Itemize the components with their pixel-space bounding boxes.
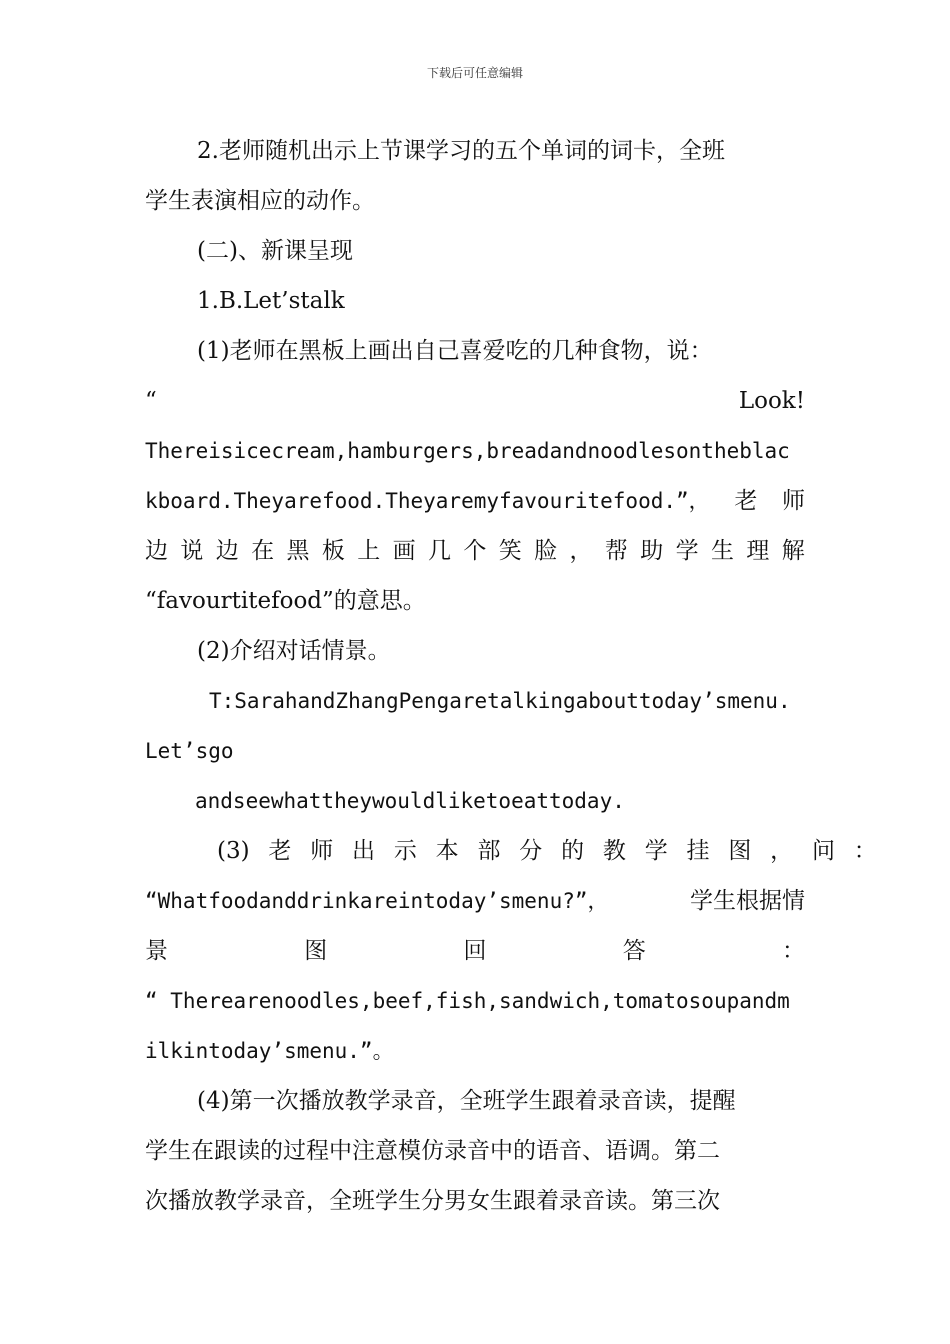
text-char: 黑 xyxy=(286,538,310,564)
paragraph-line xyxy=(145,486,805,536)
text-char: 景 xyxy=(145,938,168,964)
text-char: ： xyxy=(853,838,877,864)
paragraph-line: (1)老师在黑板上画出自己喜爱吃的几种食物，说： xyxy=(197,338,713,364)
page-header-note: 下载后可任意编辑 xyxy=(426,66,523,80)
text-char: 分 xyxy=(519,838,543,864)
text-char: ， xyxy=(770,838,794,864)
text-char: 在 xyxy=(251,538,275,564)
paragraph-line xyxy=(145,886,805,936)
text-char: 板 xyxy=(321,538,345,564)
paragraph-line: 学生表演相应的动作。 xyxy=(145,188,375,214)
text-char: 示 xyxy=(393,838,417,864)
text-char: 回 xyxy=(463,938,487,964)
text-segment: 师 xyxy=(782,488,805,514)
quote-open: “ xyxy=(145,388,157,414)
text-char: 图 xyxy=(304,938,328,964)
text-char: 助 xyxy=(640,538,664,564)
text-segment: 学生根据情 xyxy=(690,888,805,914)
text-segment: Look! xyxy=(738,388,805,414)
paragraph-line: andseewhattheywouldliketoeattoday. xyxy=(195,789,625,813)
text-char: 学 xyxy=(644,838,668,864)
text-segment: “Whatfoodanddrinkareintoday’smenu?”， xyxy=(145,889,609,913)
paragraph-line xyxy=(145,386,805,436)
text-char: 老 xyxy=(268,838,292,864)
text-char: 的 xyxy=(561,838,585,864)
paragraph-line: (4)第一次播放教学录音，全班学生跟着录音读，提醒 xyxy=(197,1088,736,1114)
text-char: 脸 xyxy=(534,538,558,564)
text-char: 画 xyxy=(392,538,416,564)
paragraph-line: Thereisicecream,hamburgers,breadandnoodlesontheblac xyxy=(145,439,790,463)
paragraph-line: Let’sgo xyxy=(145,739,234,763)
text-segment: kboard.Theyarefood.Theyaremyfavouritefood.”， xyxy=(145,489,710,513)
text-char: 上 xyxy=(357,538,381,564)
text-char: (3) xyxy=(217,838,250,864)
text-char: 部 xyxy=(477,838,501,864)
text-char: 边 xyxy=(145,538,168,564)
text-char: 出 xyxy=(352,838,376,864)
text-char: 答 xyxy=(622,938,646,964)
text-char: 几 xyxy=(428,538,451,564)
text-char: 帮 xyxy=(604,538,628,564)
text-char: 教 xyxy=(602,838,626,864)
text-char: 本 xyxy=(435,838,459,864)
text-char: 生 xyxy=(711,538,734,564)
text-char: 理 xyxy=(746,538,770,564)
text-char: ， xyxy=(569,538,593,564)
text-char: 说 xyxy=(180,538,204,564)
paragraph-line: 学生在跟读的过程中注意模仿录音中的语音、语调。第二 xyxy=(145,1138,720,1164)
section-heading: (二)、新课呈现 xyxy=(197,238,353,264)
text-char: 解 xyxy=(781,538,805,564)
paragraph-line xyxy=(145,536,805,586)
paragraph-line: ilkintoday’smenu.”。 xyxy=(145,1039,394,1063)
text-char: 问 xyxy=(811,838,835,864)
text-char: 个 xyxy=(463,538,487,564)
text-char: 笑 xyxy=(498,538,522,564)
paragraph-line: 次播放教学录音，全班学生分男女生跟着录音读。第三次 xyxy=(145,1188,720,1214)
text-char: ： xyxy=(782,938,805,964)
text-char: 挂 xyxy=(686,838,710,864)
text-char: 学 xyxy=(675,538,699,564)
text-char: 师 xyxy=(310,838,334,864)
paragraph-line: T:SarahandZhangPengaretalkingabouttoday’smenu. xyxy=(209,689,791,713)
paragraph-line: 2.老师随机出示上节课学习的五个单词的词卡，全班 xyxy=(197,138,725,164)
text-char: 图 xyxy=(728,838,752,864)
paragraph-line: (2)介绍对话情景。 xyxy=(197,638,391,664)
subsection-heading: 1.B.Let’stalk xyxy=(197,288,345,314)
paragraph-line: “ Therearenoodles,beef,fish,sandwich,tomatosoupandm xyxy=(145,989,790,1013)
text-char: 边 xyxy=(215,538,239,564)
paragraph-line: “favourtitefood”的意思。 xyxy=(145,588,426,614)
text-segment: 老 xyxy=(734,488,758,514)
paragraph-line xyxy=(145,936,805,986)
paragraph-line xyxy=(145,836,877,886)
